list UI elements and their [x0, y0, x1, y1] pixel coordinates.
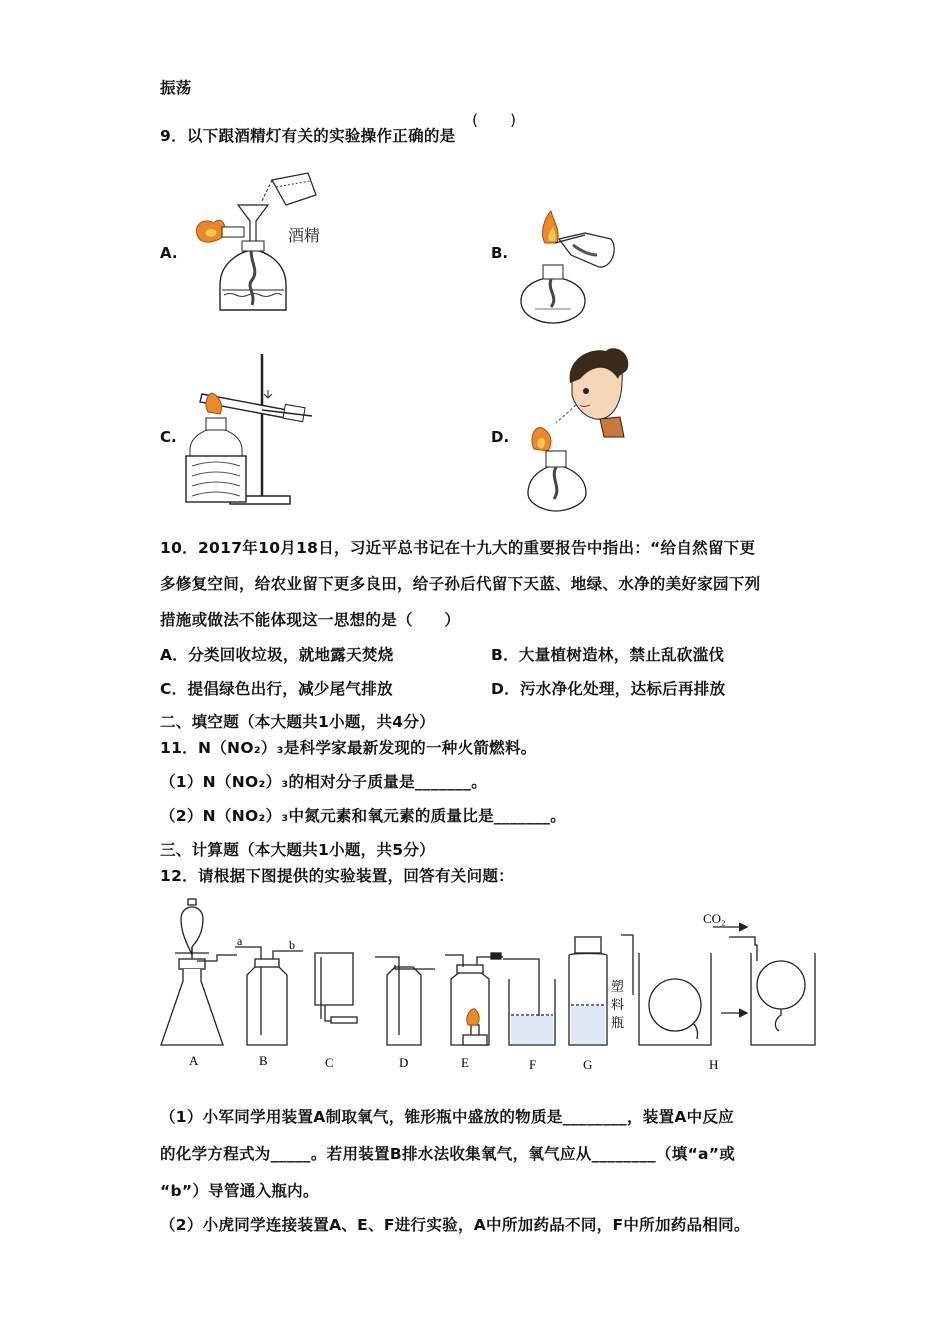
q12-part1-line1: （1）小军同学用装置A制取氧气，锥形瓶中盛放的物质是________，装置A中反应 [160, 1108, 735, 1126]
apparatus-label-g: G [583, 1057, 593, 1072]
q11-part2: （2）N（NO₂）₃中氮元素和氧元素的质量比是_______。 [160, 807, 567, 825]
apparatus-label-c: C [325, 1055, 334, 1070]
tube-label-a: a [237, 934, 243, 948]
q10-option-c: C．提倡绿色出行，减少尾气排放 [160, 680, 393, 698]
q9-option-d-label: D. [491, 428, 510, 446]
q11-part1: （1）N（NO₂）₃的相对分子质量是_______。 [160, 773, 488, 791]
q10-line1: 10．2017年10月18日，习近平总书记在十九大的重要报告中指出：“给自然留下更 [160, 539, 756, 557]
q12-part2-line1: （2）小虎同学连接装置A、E、F进行实验，A中所加药品不同，F中所加药品相同。 [160, 1216, 750, 1234]
apparatus-label-e: E [461, 1055, 469, 1070]
figure-a-caption: 酒精 [288, 228, 321, 245]
top-word: 振荡 [160, 79, 192, 97]
q12-part1-line2: 的化学方程式为_____。若用装置B排水法收集氧气，氧气应从________（填“a”或 [160, 1145, 736, 1163]
q9-figure-d [520, 345, 630, 515]
q12-stem: 12．请根据下图提供的实验装置，回答有关问题： [160, 867, 514, 885]
q9-figure-a [190, 165, 330, 315]
apparatus-label-f: F [529, 1057, 537, 1072]
bottle-char-3: 瓶 [611, 1015, 625, 1030]
apparatus-label-b: B [259, 1053, 268, 1068]
q9-option-b-label: B. [491, 244, 509, 262]
bottle-char-1: 塑 [611, 979, 625, 994]
co2-label: CO₂ [703, 911, 726, 926]
bottle-char-2: 料 [611, 997, 625, 1012]
apparatus-label-a: A [189, 1053, 199, 1068]
q9-figure-c [180, 350, 330, 515]
apparatus-label-d: D [399, 1055, 409, 1070]
q9-bracket: ( ) [472, 111, 517, 129]
q9-stem [160, 126, 456, 146]
section-fill-in-heading: 二、填空题（本大题共1小题，共4分） [160, 713, 435, 731]
q10-line3: 措施或做法不能体现这一思想的是（ ） [160, 611, 461, 629]
q9-figure-b [515, 205, 625, 330]
q10-option-d: D．污水净化处理，达标后再排放 [491, 680, 726, 698]
apparatus-label-h: H [709, 1057, 719, 1072]
q10-option-b: B．大量植树造林，禁止乱砍滥伐 [491, 646, 725, 664]
q9-stem-text: 9．以下跟酒精灯有关的实验操作正确的是 [160, 127, 456, 145]
q12-apparatus-figure [155, 895, 825, 1080]
q10-option-a: A．分类回收垃圾，就地露天焚烧 [160, 646, 394, 664]
q9-option-c-label: C. [160, 428, 177, 446]
q10-line2: 多修复空间，给农业留下更多良田，给子孙后代留下天蓝、地绿、水净的美好家园下列 [160, 575, 761, 593]
section-calc-heading: 三、计算题（本大题共1小题，共5分） [160, 841, 435, 859]
tube-label-b: b [289, 938, 295, 952]
q11-stem: 11．N（NO₂）₃是科学家最新发现的一种火箭燃料。 [160, 739, 537, 757]
q9-option-a-label: A. [160, 244, 178, 262]
q12-part1-line3: “b”）导管通入瓶内。 [160, 1182, 319, 1200]
